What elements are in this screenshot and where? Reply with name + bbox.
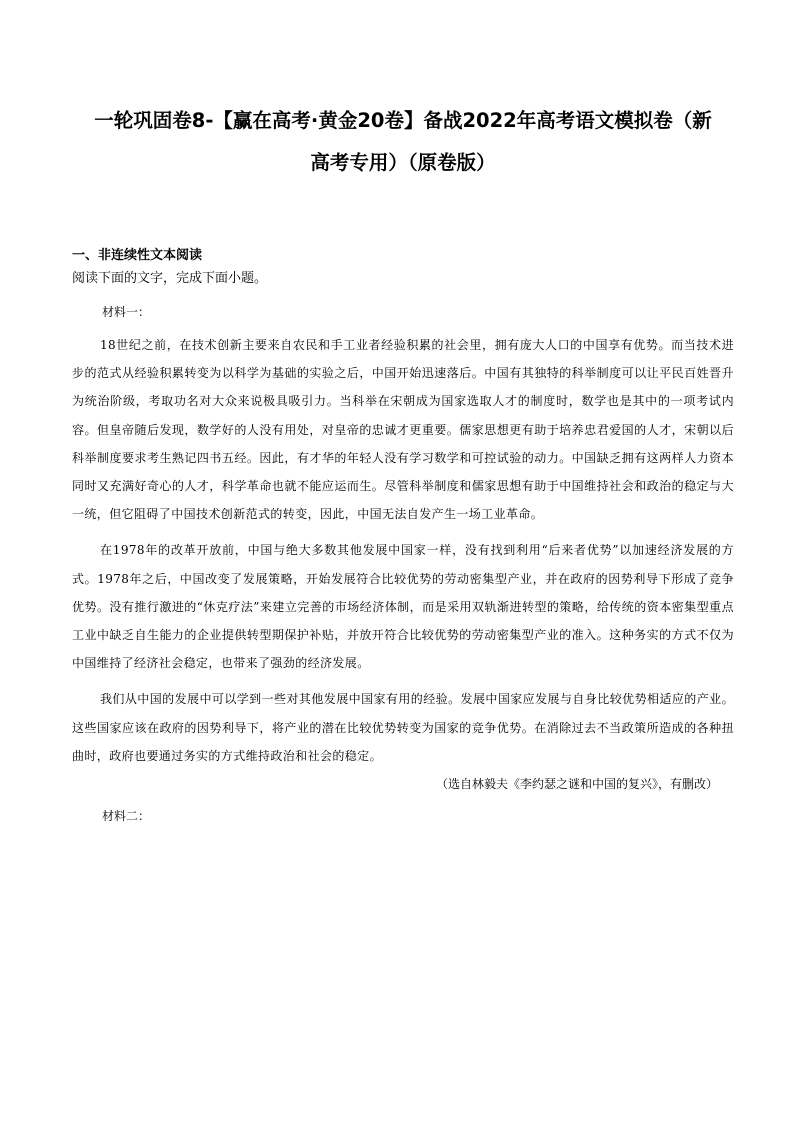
material-1-label: 材料一： bbox=[102, 305, 151, 319]
document-title bbox=[64, 100, 742, 184]
title-line-2: 高考专用）（原卷版） bbox=[310, 151, 496, 174]
paragraph-1: 18世纪之前，在技术创新主要来自农民和手工业者经验积累的社会里，拥有庞大人口的中国享有优势。而当技术进步的范式从经验积累转变为以科学为基础的实验之后，中国开始迅速落后。中国有其独特的科举制度可以让平民百姓晋升为统治阶级，考取功名对大众来说极具吸引力。当科举在宋朝成为国家选取人才的制度时，数学也是其中的一项考试内容。但皇帝随后发现，数学好的人没有用处，对皇帝的忠诚才更重要。儒家思想更有助于培养忠君爱国的人才，宋朝以后科举制度要求考生熟记四书五经。因此，有才华的年轻人没有学习数学和可控试验的动力。中国缺乏拥有这两样人力资本同时又充满好奇心的人才，科学革命也就不能应运而生。尽管科举制度和儒家思想有助于中国维持社会和政治的稳定与大一统，但它阻碍了中国技术创新范式的转变，因此，中国无法自发产生一场工业革命。 bbox=[72, 338, 734, 522]
paragraph-3: 我们从中国的发展中可以学到一些对其他发展中国家有用的经验。发展中国家应发展与自身比较优势相适应的产业。这些国家应该在政府的因势利导下，将产业的潜在比较优势转变为国家的竞争优势。在消除过去不当政策所造成的各种扭曲时，政府也要通过务实的方式维持政治和社会的稳定。 bbox=[72, 692, 734, 763]
paragraph-2: 在1978年的改革开放前，中国与绝大多数其他发展中国家一样，没有找到利用“后来者优势”以加速经济发展的方式。1978年之后，中国改变了发展策略，开始发展符合比较优势的劳动密集型产业，并在政府的因势利导下形成了竞争优势。没有推行激进的“休克疗法”来建立完善的市场经济体制，而是采用双轨渐进转型的策略，给传统的资本密集型重点工业中缺乏自生能力的企业提供转型期保护补贴，并放开符合比较优势的劳动密集型产业的准入。这种务实的方式不仅为中国维持了经济社会稳定，也带来了强劲的经济发展。 bbox=[72, 543, 734, 671]
source-citation: （选自林毅夫《李约瑟之谜和中国的复兴》，有删改） bbox=[435, 777, 718, 792]
title-line-1: 一轮巩固卷8-【赢在高考·黄金20卷】备战2022年高考语文模拟卷（新 bbox=[94, 109, 712, 132]
material-2-label: 材料二： bbox=[102, 809, 151, 824]
instruction-text: 阅读下面的文字，完成下面小题。 bbox=[72, 271, 268, 286]
section-heading: 一、非连续性文本阅读 bbox=[72, 248, 203, 263]
